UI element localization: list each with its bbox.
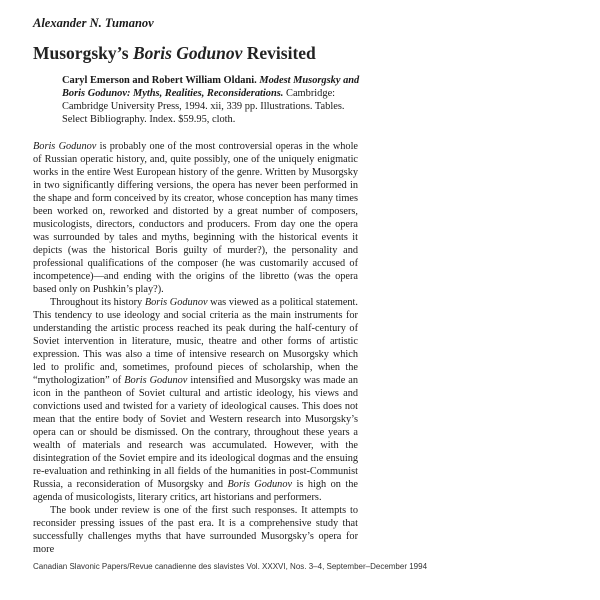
journal-footer: Canadian Slavonic Papers/Revue canadienne des slavistes Vol. XXXVI, Nos. 3–4, September–December 1994 [33, 562, 428, 571]
p2-text-a: Throughout its history [50, 297, 145, 308]
review-author: Alexander N. Tumanov [33, 16, 154, 30]
p2-text-c: intensified and Musorgsky was made an icon in the pantheon of Soviet cultural and artistic ideology, his views and convictions used and twisted for a variety of ideological causes. This does not mean that the entire body of Soviet and Western research into Musorgsky’s opera can or should be dismissed. On the contrary, throughout these years a wealth of materials and research was accumulated. However, with the disintegration of the Soviet empire and its ideological dogmas and the ensuing re-evaluation and rethinking in all fields of the humanities in post-Communist Russia, a reconsideration of Musorgsky and [33, 375, 359, 490]
p1-text: is probably one of the most controversial operas in the whole of Russian operatic history, and, quite possibly, one of the uniquely enigmatic works in the entire West European history of the genre. Written by Musorgsky in two significantly differing versions, the opera has never been performed in the shape and form conceived by its creator, whose conception has many times been worked on, reworked and distorted by a great number of composers, musicologists, directors, conductors and producers. From day one the opera was surrounded by tales and myths, beginning with the historical events it depicts (was the historical Boris guilty of murder?), the personality and professional qualifications of the composer (he was customarily accused of incompetence)—and ending with the origins of the libretto (was the opera based only on Pushkin’s play?). [33, 141, 359, 295]
citation-authors: Caryl Emerson and Robert William Oldani. [62, 75, 257, 86]
paragraph-2 [33, 296, 358, 504]
book-citation [62, 74, 360, 126]
title-opera-name: Boris Godunov [132, 43, 243, 63]
paragraph-1 [33, 140, 358, 296]
citation-publication: Cambridge: Cambridge University Press, 1994. xii, 339 pp. Illustrations. Tables. Select Bibliography. Index. $59.95, cloth. [62, 88, 345, 125]
p2-opera-name-2: Boris Godunov [124, 375, 188, 386]
article-title [33, 43, 316, 64]
p2-opera-name-1: Boris Godunov [144, 297, 208, 308]
p1-opera-name: Boris Godunov [33, 141, 97, 152]
citation-book-title: Modest Musorgsky and Boris Godunov: Myths, Realities, Reconsiderations. [62, 75, 360, 99]
p2-text-d: is high on the agenda of musicologists, literary critics, art historians and performers. [33, 479, 359, 503]
title-part-1: Musorgsky’s [33, 43, 133, 63]
p2-opera-name-3: Boris Godunov [227, 479, 293, 490]
review-body [33, 140, 358, 556]
title-part-2: Revisited [242, 43, 316, 63]
paragraph-3: The book under review is one of the first such responses. It attempts to reconsider pressing issues of the past era. It is a comprehensive study that successfully challenges myths that have surrounded Musorgsky’s opera for more [33, 505, 358, 555]
p2-text-b: was viewed as a political statement. This tendency to use ideology and social criteria as the main instruments for understanding the artistic process reached its peak during the half-century of Soviet intervention in literature, music, theatre and other forms of artistic expression. This was also a time of intensive research on Musorgsky which led to prolific and, sometimes, profound pieces of scholarship, when the “mythologization” of [33, 297, 358, 386]
